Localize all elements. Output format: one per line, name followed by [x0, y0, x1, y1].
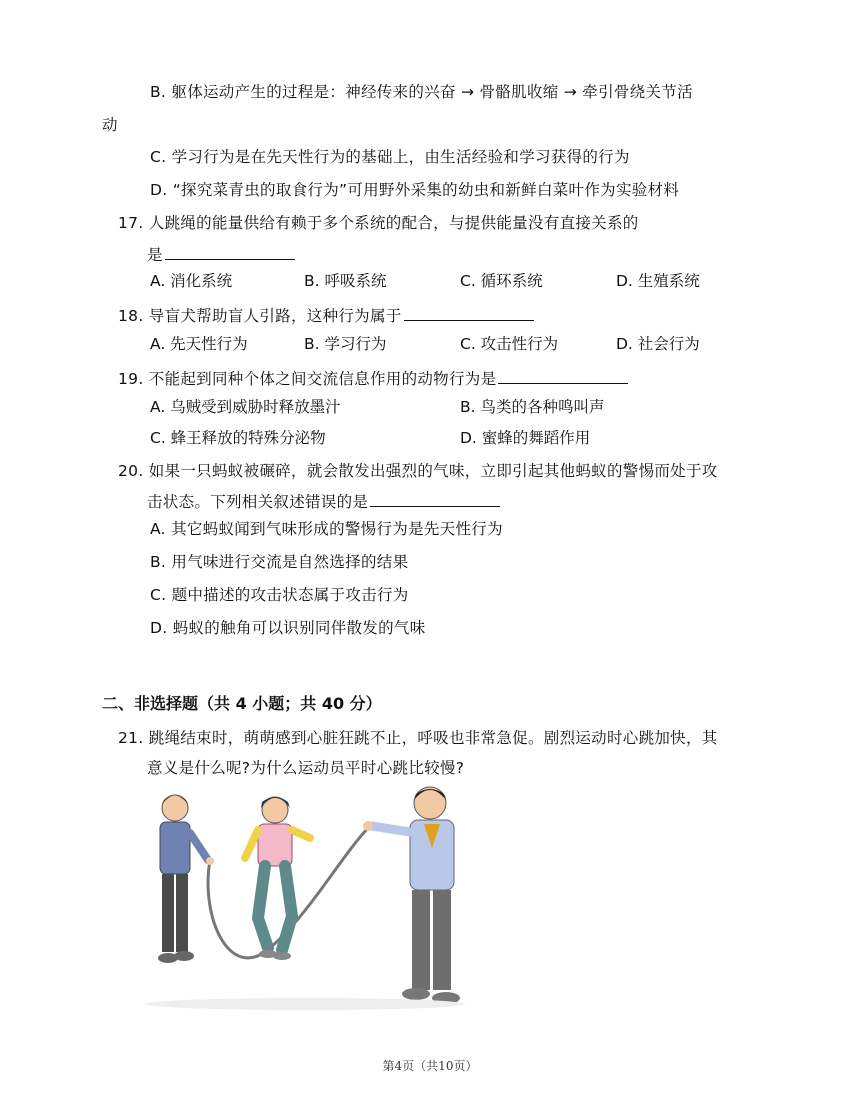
q20-stem-line1: 20. 如果一只蚂蚁被碾碎，就会散发出强烈的气味，立即引起其他蚂蚁的警惕而处于攻: [118, 462, 718, 480]
q16-option-b-line1: B. 躯体运动产生的过程是：神经传来的兴奋 → 骨骼肌收缩 → 牵引骨绕关节活: [150, 83, 693, 101]
q17-option-d: D. 生殖系统: [616, 272, 700, 290]
q18-option-c: C. 攻击性行为: [460, 335, 559, 353]
ground-shadow: [145, 998, 465, 1010]
q17-answer-blank: [165, 243, 295, 260]
q17-option-b: B. 呼吸系统: [304, 272, 387, 290]
section-heading-non-choice: 二、非选择题（共 4 小题；共 40 分）: [102, 694, 382, 713]
q20-stem-text: 击状态。下列相关叙述错误的是: [147, 493, 369, 511]
page-footer: 第4页（共10页）: [382, 1059, 478, 1073]
q18-option-d: D. 社会行为: [616, 335, 700, 353]
q19-option-a: A. 乌贼受到威胁时释放墨汁: [150, 398, 341, 416]
q20-option-c: C. 题中描述的攻击状态属于攻击行为: [150, 586, 409, 604]
q20-answer-blank: [370, 490, 500, 507]
q19-stem-text: 19. 不能起到同种个体之间交流信息作用的动物行为是: [118, 370, 497, 388]
q18-answer-blank: [404, 304, 534, 321]
q20-stem-line2: [147, 490, 500, 512]
q19-option-d: D. 蜜蜂的舞蹈作用: [460, 429, 591, 447]
jump-rope-illustration: [140, 778, 470, 1018]
q17-option-a: A. 消化系统: [150, 272, 233, 290]
q16-option-b-line2: 动: [102, 116, 118, 134]
q19-answer-blank: [498, 367, 628, 384]
q17-stem-line2: [147, 243, 295, 265]
q17-stem-text: 是: [147, 246, 163, 264]
q18-option-b: B. 学习行为: [304, 335, 387, 353]
q16-option-c: C. 学习行为是在先天性行为的基础上，由生活经验和学习获得的行为: [150, 148, 630, 166]
q19-option-b: B. 鸟类的各种鸣叫声: [460, 398, 605, 416]
q16-option-d: D. “探究菜青虫的取食行为”可用野外采集的幼虫和新鲜白菜叶作为实验材料: [150, 181, 680, 199]
q18-option-a: A. 先天性行为: [150, 335, 248, 353]
man-figure: [363, 787, 460, 1004]
q17-option-c: C. 循环系统: [460, 272, 543, 290]
q20-option-d: D. 蚂蚁的触角可以识别同伴散发的气味: [150, 619, 426, 637]
q18-stem: [118, 304, 534, 326]
girl-figure: [245, 797, 310, 960]
q17-stem-line1: 17. 人跳绳的能量供给有赖于多个系统的配合，与提供能量没有直接关系的: [118, 214, 639, 232]
q19-stem: [118, 367, 628, 389]
q21-stem-line1: 21. 跳绳结束时，萌萌感到心脏狂跳不止，呼吸也非常急促。剧烈运动时心跳加快，其: [118, 729, 718, 747]
q19-option-c: C. 蜂王释放的特殊分泌物: [150, 429, 326, 447]
q21-stem-line2: 意义是什么呢?为什么运动员平时心跳比较慢?: [147, 759, 465, 777]
q18-stem-text: 18. 导盲犬帮助盲人引路，这种行为属于: [118, 307, 402, 325]
q20-option-b: B. 用气味进行交流是自然选择的结果: [150, 553, 409, 571]
q20-option-a: A. 其它蚂蚁闻到气味形成的警惕行为是先天性行为: [150, 520, 503, 538]
boy-figure: [158, 795, 214, 963]
